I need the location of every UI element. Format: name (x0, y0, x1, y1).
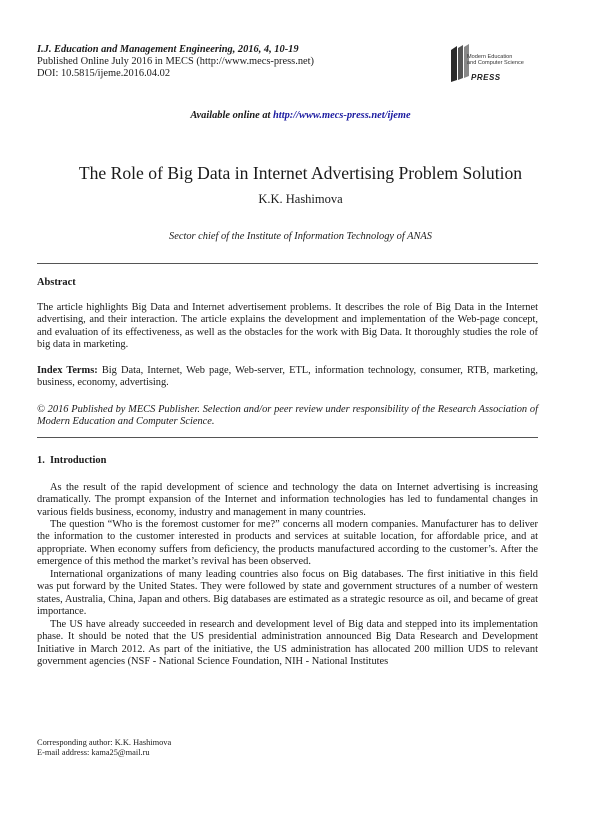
doi-line: DOI: 10.5815/ijeme.2016.04.02 (37, 68, 171, 80)
intro-paragraph: International organizations of many leading countries also focus on Big databases. The first initiative in this field was put forward by the United States. They were followed by state and government structures of a number of western states, Australia, China, Japan and others. Big databases are estimated as a strategic resource as oil, and became of great importance. (37, 569, 538, 618)
journal-details: , 2016, 4, 10-19 (232, 44, 299, 55)
abstract-heading: Abstract (37, 277, 76, 288)
corresponding-author: Corresponding author: K.K. Hashimova (37, 738, 172, 747)
intro-paragraph: As the result of the rapid development of science and technology the data on Internet advertising is increasing dramatically. The prompt expansion of the Internet and information technologies has led to fundamental changes in various fields business, economy, industry and management in many countries. (37, 482, 538, 518)
author-email: E-mail address: kama25@mail.ru (37, 748, 150, 757)
introduction-heading: 1. Introduction (37, 455, 107, 466)
logo-line2: and Computer Science (467, 60, 524, 67)
index-terms-label: Index Terms: (37, 365, 98, 376)
copyright-notice: © 2016 Published by MECS Publisher. Selection and/or peer review under responsibility of the Research Association of Modern Education and Computer Science. (37, 404, 538, 428)
logo-press: PRESS (471, 73, 501, 82)
paper-title: The Role of Big Data in Internet Advertising Problem Solution (78, 163, 523, 183)
author-affiliation: Sector chief of the Institute of Information Technology of ANAS (169, 231, 432, 242)
intro-paragraph: The question “Who is the foremost customer for me?” concerns all modern companies. Manufacturer has to deliver the information to the customer interested in products and services at suitable location, for affordable price, and at appropriate. When economy suffers from deficiency, the products manufactured according to the customer’s. After the emergence of this method the market’s revival has been observed. (37, 519, 538, 568)
availability-line (0, 110, 601, 121)
abstract-bottom-rule (37, 437, 538, 438)
journal-header (37, 44, 314, 81)
published-line: Published Online July 2016 in MECS (http://www.mecs-press.net) (37, 56, 314, 68)
logo-line1: Modern Education (467, 54, 513, 60)
logo-text (467, 54, 524, 66)
journal-citation (37, 44, 314, 56)
index-terms (37, 365, 538, 390)
journal-url-link[interactable]: http://www.mecs-press.net/ijeme (273, 110, 411, 121)
paper-author: K.K. Hashimova (258, 192, 343, 206)
corresponding-footnote (37, 738, 171, 758)
index-terms-list: Big Data, Internet, Web page, Web-server, ETL, information technology, consumer, RTB, marketing, business, economy, advertising. (37, 365, 538, 389)
mecs-press-logo (449, 40, 559, 90)
journal-name: I.J. Education and Management Engineering (37, 44, 233, 55)
intro-paragraph: The US have already succeeded in research and development level of Big data and stepped into its implementation phase. It should be noted that the US presidential administration announced Big Data Research and Development Initiative in March 2012. As part of the initiative, the US administration has allocated 200 million UDS to relevant government agencies (NSF - National Science Foundation, NIH - National Institutes (37, 619, 538, 668)
availability-prefix: Available online at (190, 110, 274, 121)
abstract-top-rule (37, 263, 538, 264)
abstract-text: The article highlights Big Data and Internet advertisement problems. It describes the role of Big Data in the Internet advertising, and their interaction. The article explains the development and implementation of the Web-page concept, and evaluation of its effectiveness, as well as the obstacles for the work with Big Data. It thoroughly studies the role of big data in marketing. (37, 302, 538, 351)
